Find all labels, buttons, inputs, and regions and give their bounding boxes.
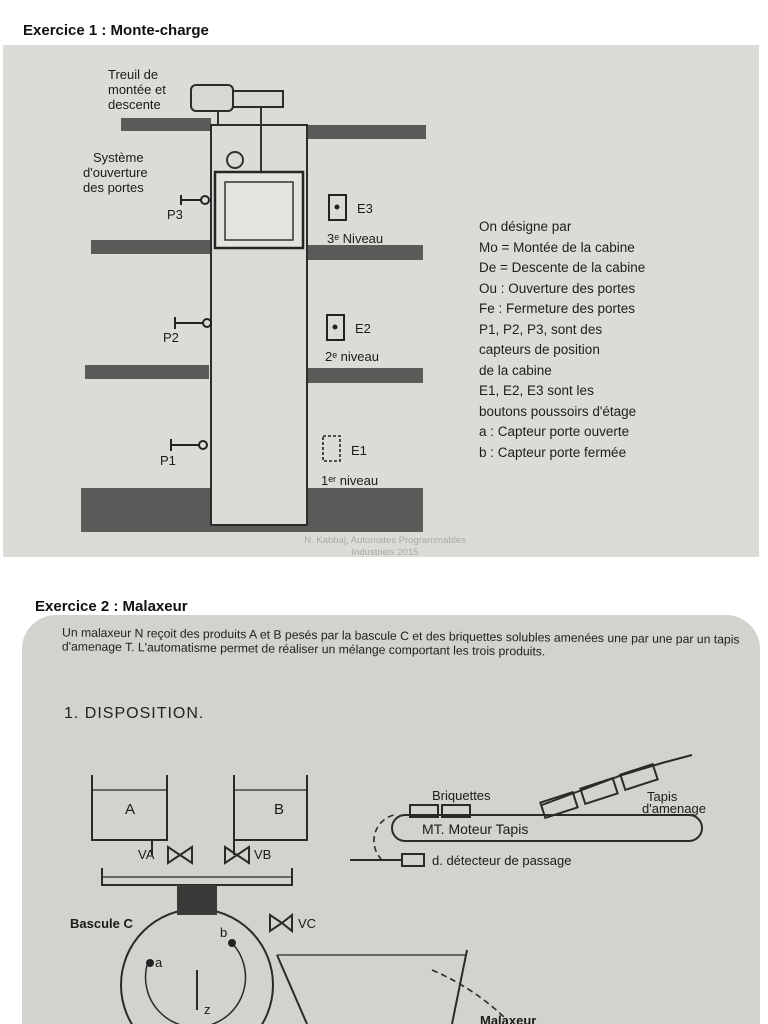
malaxeur-label: Malaxeur xyxy=(480,1013,537,1024)
hopper-b-label: B xyxy=(274,801,285,818)
malaxeur-photo xyxy=(22,615,760,1024)
vc-label: VC xyxy=(298,916,317,931)
tapis-label: Tapis d'amenage xyxy=(642,789,706,816)
briquettes-label: Briquettes xyxy=(432,788,491,803)
va-label: VA xyxy=(138,847,155,862)
monte-charge-photo xyxy=(3,45,759,557)
detecteur-label: d. détecteur de passage xyxy=(432,853,572,868)
section-heading: 1. DISPOSITION. xyxy=(64,705,205,722)
bascule-label: Bascule C xyxy=(70,916,133,931)
legend: On désigne par Mo = Montée de la cabine De = Descente de la cabine Ou : Ouverture des portes Fe : Fermeture des portes P1, P2, P3, sont des capteurs de position de la cabine E1, E2, E3 sont les boutons poussoirs d'étage a : Capteur porte ouverte b : Capteur porte fermée xyxy=(479,219,646,460)
vb-label: VB xyxy=(254,847,272,862)
p3-label: P3 xyxy=(167,207,183,222)
e1-label: E1 xyxy=(351,443,367,458)
watermark: N. Kabbaj, Automates Programmables Industriels 2015 xyxy=(304,535,466,558)
exercise-2-title: Exercice 2 : Malaxeur xyxy=(35,598,188,615)
sensor-a-label: a xyxy=(155,955,163,970)
systeme-label: Système d'ouverture des portes xyxy=(83,150,148,195)
niveau-1-label: 1ᵉʳ niveau xyxy=(321,473,379,488)
p1-label: P1 xyxy=(160,453,176,468)
exercise-1-title: Exercice 1 : Monte-charge xyxy=(23,22,209,39)
e2-label: E2 xyxy=(355,321,371,336)
moteur-label: MT. Moteur Tapis xyxy=(422,821,529,837)
sensor-z-label: z xyxy=(204,1002,211,1017)
hopper-a-label: A xyxy=(125,801,136,818)
sensor-b-label: b xyxy=(220,925,228,940)
malaxeur-diagram xyxy=(22,615,760,1024)
e3-label: E3 xyxy=(357,201,373,216)
p2-label: P2 xyxy=(163,330,179,345)
intro-text: Un malaxeur N reçoit des produits A et B pesés par la bascule C et des briquettes solubles amenées une par une par un tapis d'amenage T. L'automatisme permet de réaliser un mélange comportant les trois produits. xyxy=(61,625,740,659)
niveau-3-label: 3ᵉ Niveau xyxy=(327,231,384,246)
treuil-label: Treuil de montée et descente xyxy=(108,67,166,112)
monte-charge-diagram xyxy=(3,45,759,557)
niveau-2-label: 2ᵉ niveau xyxy=(325,349,379,364)
